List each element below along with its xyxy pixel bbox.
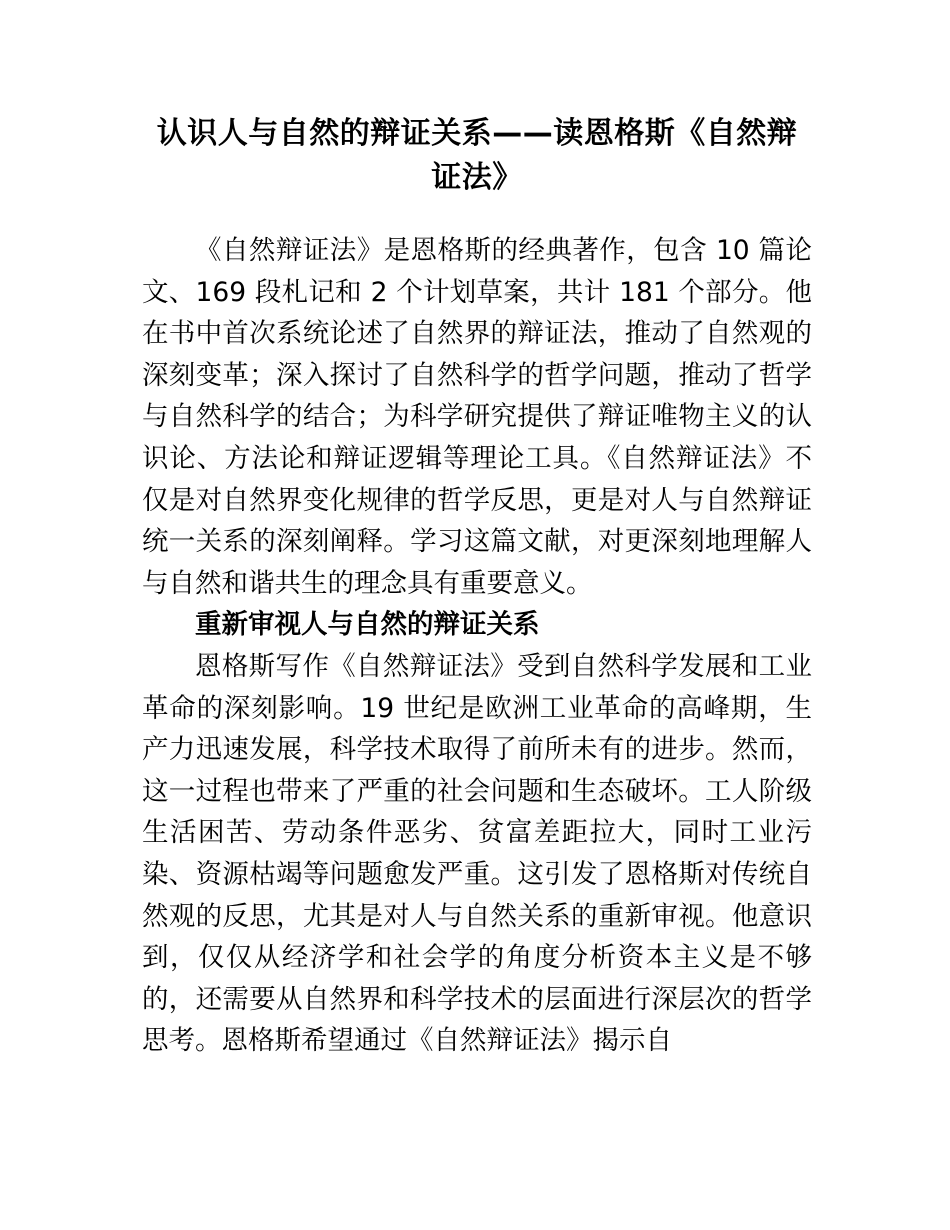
document-content (142, 0, 812, 1062)
page-title: 认识人与自然的辩证关系——读恩格斯《自然辩证法》 (156, 116, 798, 195)
paragraph-intro: 《自然辩证法》是恩格斯的经典著作，包含 10 篇论文、169 段札记和 2 个计划草案，共计 181 个部分。他在书中首次系统论述了自然界的辩证法，推动了自然观的深刻变革；深入探讨了自然科学的哲学问题，推动了哲学与自然科学的结合；为科学研究提供了辩证唯物主义的认识论、方法论和辩证逻辑等理论工具。《自然辩证法》不仅是对自然界变化规律的哲学反思，更是对人与自然辩证统一关系的深刻阐释。学习这篇文献，对更深刻地理解人与自然和谐共生的理念具有重要意义。 (142, 235, 812, 599)
section-heading-1: 重新审视人与自然的辩证关系 (195, 609, 540, 641)
paragraph-section-1-body: 恩格斯写作《自然辩证法》受到自然科学发展和工业革命的深刻影响。19 世纪是欧洲工业革命的高峰期，生产力迅速发展，科学技术取得了前所未有的进步。然而，这一过程也带来了严重的社会问题和生态破坏。工人阶级生活困苦、劳动条件恶劣、贫富差距拉大，同时工业污染、资源枯竭等问题愈发严重。这引发了恩格斯对传统自然观的反思，尤其是对人与自然关系的重新审视。他意识到，仅仅从经济学和社会学的角度分析资本主义是不够的，还需要从自然界和科学技术的层面进行深层次的哲学思考。恩格斯希望通过《自然辩证法》揭示自 (142, 650, 812, 1057)
